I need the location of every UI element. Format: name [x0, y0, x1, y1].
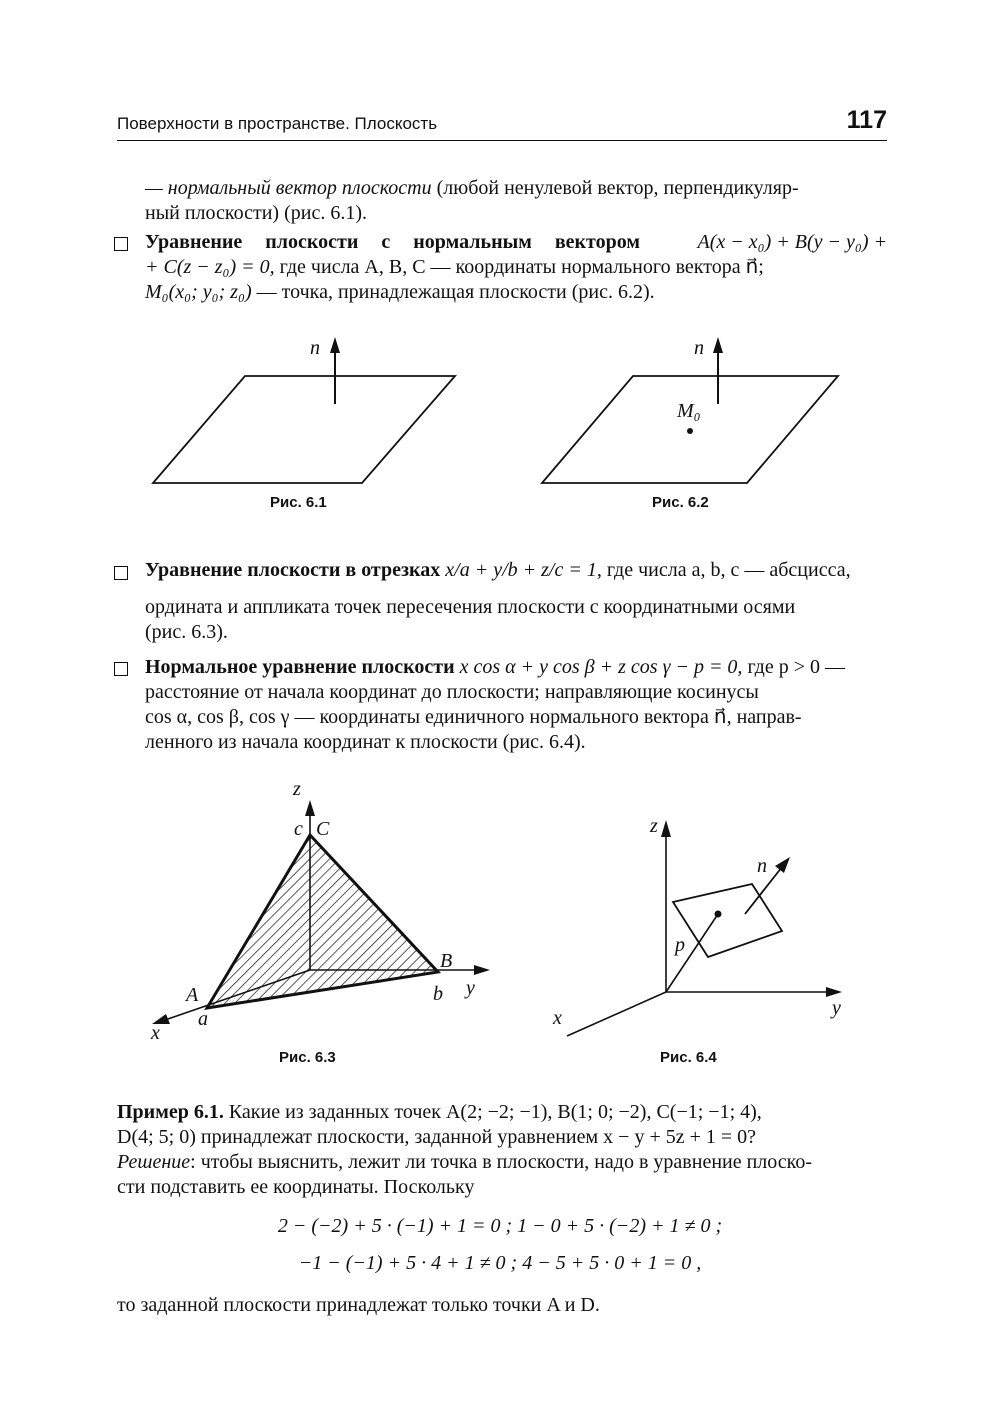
figure-6-3 [150, 778, 490, 1044]
caption-fig-6-2: Рис. 6.2 [652, 494, 709, 511]
figure-6-4 [552, 815, 842, 1036]
a-label: a [198, 1008, 208, 1030]
text: (рис. 6.3). [145, 621, 228, 643]
plane-parallelogram [673, 884, 782, 957]
bullet-normal-plane-equation [145, 655, 887, 755]
text: где числа A, B, C — координаты нормального вектора n⃗; [274, 256, 764, 278]
text: (любой ненулевой вектор, перпендикуляр- [431, 177, 799, 199]
A-label: A [186, 984, 199, 1006]
figure-6-1 [153, 337, 455, 483]
bullet-plane-intercept-equation [145, 558, 887, 645]
text: Какие из заданных точек A(2; −2; −1), B(1; 0; −2), C(−1; −1; 4), [223, 1101, 762, 1123]
caption-fig-6-1: Рис. 6.1 [270, 494, 327, 511]
arrowhead-icon [305, 800, 315, 816]
equation-line-2: −1 − (−1) + 5 · 4 + 1 ≠ 0 ; 4 − 5 + 5 · 0 + 1 = 0 , [298, 1252, 702, 1274]
header-title: Поверхности в пространстве. Плоскость [117, 114, 438, 133]
plane-triangle [207, 835, 438, 1008]
b-label: b [433, 983, 443, 1005]
figure-6-2 [542, 337, 838, 483]
c-label: c [294, 818, 303, 840]
arrowhead-icon [661, 820, 671, 837]
text: где p > 0 — [742, 656, 845, 678]
p-label: p [675, 934, 685, 956]
formula: x/a + y/b + z/c = 1, [445, 559, 602, 581]
x-label: x [553, 1007, 562, 1029]
solution-label: Решение [117, 1151, 191, 1173]
arrowhead-icon [474, 965, 490, 975]
caption-fig-6-4: Рис. 6.4 [660, 1049, 717, 1066]
n-label: n⃗ [694, 337, 720, 359]
foot-point [715, 911, 722, 918]
z-label: z [293, 778, 301, 800]
text: ный плоскости) (рис. 6.1). [145, 202, 367, 224]
n-label: n⃗ [310, 337, 336, 359]
point-m0 [687, 428, 693, 434]
z-label: z [650, 815, 658, 837]
formula: + C(z − z₀) = 0, [145, 256, 275, 278]
text: где числа a, b, c — абсцисса, [601, 559, 851, 581]
text: ордината и аппликата точек пересечения плоскости с координатными осями [145, 596, 796, 618]
text: — точка, принадлежащая плоскости (рис. 6.2). [251, 281, 655, 303]
text: cos α, cos β, cos γ — координаты единичного нормального вектора n⃗, направ- [145, 706, 802, 728]
C-label: C [316, 818, 330, 840]
page-number: 117 [846, 106, 887, 134]
bullet-checkbox-icon [114, 566, 128, 580]
example-label: Пример 6.1. [117, 1101, 224, 1123]
x-axis [567, 992, 666, 1036]
bullet-checkbox-icon [114, 662, 128, 676]
caption-fig-6-3: Рис. 6.3 [279, 1049, 336, 1066]
m0-label: M₀ [677, 400, 701, 422]
formula: M₀(x₀; y₀; z₀) [145, 281, 252, 303]
formula: x cos α + y cos β + z cos γ − p = 0, [459, 656, 743, 678]
x-label: x [151, 1022, 160, 1044]
term-plane-normal: Уравнение плоскости с нормальным вектором [145, 231, 640, 253]
text: расстояние от начала координат до плоскости; направляющие косинусы [145, 681, 759, 703]
text: ленного из начала координат к плоскости (рис. 6.4). [145, 731, 586, 753]
term-normal-vector: — нормальный вектор плоскости [145, 177, 432, 199]
term-normal-equation: Нормальное уравнение плоскости [145, 656, 455, 678]
formula: A(x − x₀) + B(y − y₀) + [697, 231, 887, 253]
plane-parallelogram [153, 376, 455, 483]
y-label: y [832, 997, 841, 1019]
text: D(4; 5; 0) принадлежат плоскости, заданной уравнением x − y + 5z + 1 = 0? [117, 1126, 757, 1148]
text: : чтобы выяснить, лежит ли точка в плоскости, надо в уравнение плоско- [190, 1151, 813, 1173]
text: сти подставить ее координаты. Поскольку [117, 1176, 475, 1198]
y-label: y [466, 977, 475, 999]
example-6-1 [117, 1100, 887, 1200]
n-label: n⃗ [757, 855, 783, 877]
B-label: B [440, 950, 453, 972]
arrowhead-icon [826, 987, 842, 997]
term-plane-intercept: Уравнение плоскости в отрезках [145, 559, 441, 581]
equation-line-1: 2 − (−2) + 5 · (−1) + 1 = 0 ; 1 − 0 + 5 · (−2) + 1 ≠ 0 ; [277, 1215, 723, 1237]
conclusion: то заданной плоскости принадлежат только точки A и D. [117, 1294, 600, 1316]
